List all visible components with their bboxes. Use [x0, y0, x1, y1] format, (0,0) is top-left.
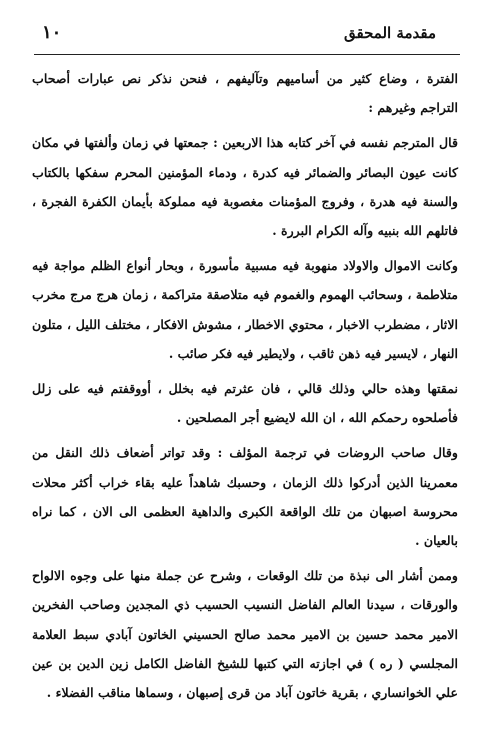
page-number: ١٠ [42, 22, 62, 43]
page-header [20, 22, 468, 48]
main-text [32, 64, 458, 707]
paragraph: وقال صاحب الروضات في ترجمة المؤلف : وقد تواتر أضعاف ذلك النقل من معمرينا الذين أدركوا ذلك الزمان ، وحسبك شاهداً عليه بقاء خراب أكثر محلات محروسة اصبهان من تلك الواقعة الكبرى والداهية العظمى الى الان ، كما نراه بالعيان . [32, 445, 458, 549]
paragraph: نمقتها وهذه حالي وذلك قالي ، فان عثرتم فيه بخلل ، أووقفتم فيه على زلل فأصلحوه رحمكم الله ، ان الله لايضيع أجر المصلحين . [32, 381, 458, 426]
header-rule [34, 54, 460, 55]
paragraph: قال المترجم نفسه في آخر كتابه هذا الاربعين : جمعتها في زمان وألفتها في مكان كانت عيون البصائر والضمائر فيه كدرة ، ودماء المؤمنين المحرم سفكها بالكتاب والسنة فيه هدرة ، وفروج المؤمنات مغصوبة فيه مملوكة بأيمان الكفرة الفجرة ، فاتلهم الله بنبيه وآله الكرام البررة . [32, 135, 458, 239]
paragraph: الفترة ، وضاع كثير من أساميهم وتآليفهم ، فنحن نذكر نص عبارات أصحاب التراجم وغيرهم : [32, 71, 458, 116]
paragraph: وممن أشار الى نبذة من تلك الوقعات ، وشرح عن جملة منها على وجوه الالواح والورقات ، سيدنا العالم الفاضل النسيب الحسيب ذي المجدين وصاحب الفخرين الامير محمد حسين بن الامير محمد صالح الحسيني الخاتون آبادي سبط العلامة المجلسي ( ره ) في اجازته التي كتبها للشيخ الفاضل الكامل زين الدين بن عين علي الخوانساري ، بقرية خاتون آباد من قرى إصبهان ، وسماها مناقب الفضلاء . [32, 568, 458, 701]
running-title: مقدمة المحقق [344, 24, 436, 42]
paragraph: وكانت الاموال والاولاد منهوبة فيه مسبية مأسورة ، وبحار أنواع الظلم مواجة فيه متلاطمة ، وسحائب الهموم والغموم فيه متلاصقة متراكمة ، زمان هرج مرج مخرب الاثار ، مضطرب الاخبار ، محتوي الاخطار ، مشوش الافكار ، مختلف الليل ، متلون النهار ، لايسير فيه ذهن ثاقب ، ولايطير فيه فكر صائب . [32, 258, 458, 361]
